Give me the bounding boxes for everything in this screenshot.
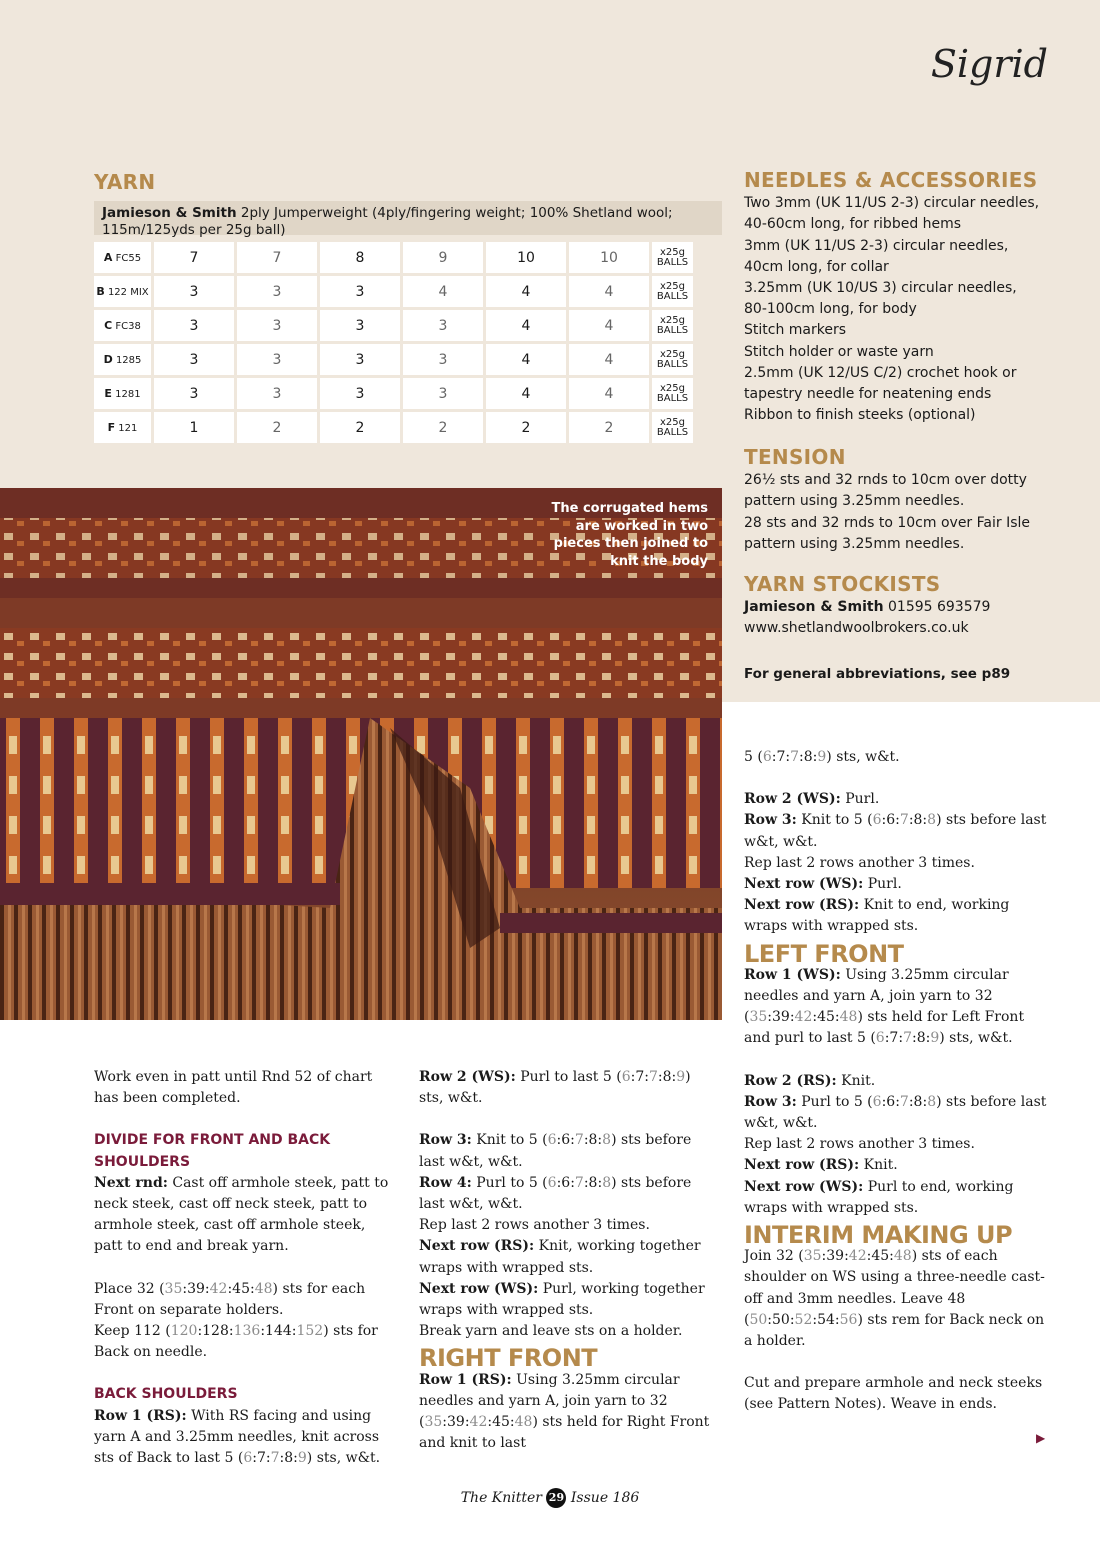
needle-line: 3.25mm (UK 10/US 3) circular needles, — [744, 280, 1017, 297]
c3-cut: Cut and prepare armhole and neck steeks (see Pattern Notes). Weave in ends. — [744, 1375, 1043, 1413]
yarn-unit: x25g BALLS — [652, 310, 693, 341]
yarn-qty: 1 — [154, 412, 234, 443]
c3-next-ws: Next row (WS): Purl. — [744, 876, 902, 893]
yarn-qty: 2 — [237, 412, 317, 443]
needle-line: tapestry needle for neatening ends — [744, 386, 992, 403]
yarn-qty: 4 — [486, 344, 566, 375]
yarn-table-block — [94, 201, 722, 485]
tension-list — [744, 470, 1030, 555]
c1-next-rnd-label: Next rnd: — [94, 1174, 168, 1191]
yarn-qty: 3 — [237, 378, 317, 409]
c1-keep: Keep 112 (120:128:136:144:152) sts for Back on needle. — [94, 1323, 378, 1361]
needle-line: 40cm long, for collar — [744, 258, 889, 275]
left-front-heading: LEFT FRONT — [744, 939, 904, 968]
magazine-name: The Knitter — [460, 1490, 542, 1506]
stockist-name: Jamieson & Smith — [744, 599, 884, 616]
yarn-qty: 3 — [403, 344, 483, 375]
c3-row3: Row 3: Knit to 5 (6:6:7:8:8) sts before last w&t, w&t. — [744, 812, 1047, 850]
c1-next-rnd-text: Cast off armhole steek, patt to neck steek, cast off neck steek, patt to armhole steek, cast off armhole steek, patt to end and break yarn. — [94, 1174, 389, 1255]
c2-break: Break yarn and leave sts on a holder. — [419, 1323, 683, 1340]
needle-line: Stitch holder or waste yarn — [744, 343, 934, 360]
yarn-unit: x25g BALLS — [652, 378, 693, 409]
page-footer — [0, 1488, 1100, 1508]
interim-heading: INTERIM MAKING UP — [744, 1221, 1013, 1250]
yarn-qty: 3 — [154, 378, 234, 409]
tension-heading: TENSION — [744, 445, 846, 469]
yarn-qty: 3 — [320, 276, 400, 307]
c2-row2: Row 2 (WS): Purl to last 5 (6:7:7:8:9) sts, w&t. — [419, 1069, 691, 1107]
yarn-unit: x25g BALLS — [652, 276, 693, 307]
needle-line: Two 3mm (UK 11/US 2-3) circular needles, — [744, 195, 1040, 212]
tension-section — [744, 447, 1030, 555]
c1-row1: Row 1 (RS): With RS facing and using yarn A and 3.25mm needles, knit across sts of Back to last 5 (6:7:7:8:9) sts, w&t. — [94, 1407, 381, 1467]
column-1 — [94, 1067, 394, 1469]
yarn-qty: 4 — [486, 378, 566, 409]
yarn-qty: 4 — [569, 276, 649, 307]
yarn-qty: 3 — [320, 310, 400, 341]
yarn-row — [94, 344, 693, 375]
yarn-qty: 4 — [403, 276, 483, 307]
yarn-qty: 7 — [154, 242, 234, 273]
right-front-heading: RIGHT FRONT — [419, 1344, 598, 1373]
c2-row3: Row 3: Knit to 5 (6:6:7:8:8) sts before last w&t, w&t. — [419, 1132, 692, 1170]
c3-lf-rep: Rep last 2 rows another 3 times. — [744, 1136, 975, 1153]
yarn-qty: 10 — [569, 242, 649, 273]
yarn-qty: 3 — [320, 344, 400, 375]
c2-rep: Rep last 2 rows another 3 times. — [419, 1217, 650, 1234]
c3-lf-row1: Row 1 (WS): Using 3.25mm circular needles and yarn A, join yarn to 32 (35:39:42:45:48) sts held for Left Front and purl to last 5 (6:7:7:8:9) sts, w&t. — [744, 966, 1025, 1047]
yarn-qty: 3 — [403, 310, 483, 341]
issue-number: Issue 186 — [570, 1490, 640, 1506]
photo-caption: The corrugated hems are worked in two pieces then joined to knit the body — [551, 501, 708, 569]
yarn-qty: 3 — [237, 276, 317, 307]
column-3 — [744, 747, 1054, 1416]
yarn-qty: 3 — [320, 378, 400, 409]
stockists-heading: YARN STOCKISTS — [744, 572, 941, 596]
needle-line: 40-60cm long, for ribbed hems — [744, 216, 962, 233]
needle-line: 80-100cm long, for body — [744, 301, 917, 318]
back-shoulders-heading: BACK SHOULDERS — [94, 1386, 238, 1403]
yarn-unit: x25g BALLS — [652, 412, 693, 443]
tension-line: 26½ sts and 32 rnds to 10cm over dotty — [744, 472, 1027, 489]
needle-line: Ribbon to finish steeks (optional) — [744, 407, 976, 424]
needle-line: 2.5mm (UK 12/US C/2) crochet hook or — [744, 364, 1017, 381]
c2-rf-row1: Row 1 (RS): Using 3.25mm circular needles and yarn A, join yarn to 32 (35:39:42:45:48) sts held for Right Front and knit to last — [419, 1371, 710, 1452]
c3-cont: 5 (6:7:7:8:9) sts, w&t. — [744, 749, 900, 765]
yarn-brand: Jamieson & Smith — [102, 205, 237, 221]
yarn-qty: 3 — [154, 276, 234, 307]
abbrev-note: For general abbreviations, see p89 — [744, 666, 1011, 682]
needles-heading: NEEDLES & ACCESSORIES — [744, 168, 1038, 192]
yarn-qty: 4 — [569, 344, 649, 375]
yarn-qty: 2 — [320, 412, 400, 443]
pattern-title: Sigrid — [930, 42, 1048, 86]
divide-heading: DIVIDE FOR FRONT AND BACK SHOULDERS — [94, 1132, 331, 1170]
yarn-qty: 2 — [569, 412, 649, 443]
c2-next-ws: Next row (WS): Purl, working together wraps with wrapped sts. — [419, 1280, 705, 1319]
c1-place: Place 32 (35:39:42:45:48) sts for each Front on separate holders. — [94, 1280, 366, 1318]
c1-intro: Work even in patt until Rnd 52 of chart has been completed. — [94, 1069, 373, 1107]
c3-lf-row3: Row 3: Purl to 5 (6:6:7:8:8) sts before last w&t, w&t. — [744, 1093, 1047, 1132]
yarn-heading: YARN — [94, 170, 156, 194]
stockists-section — [744, 574, 990, 640]
stockist-url[interactable]: www.shetlandwoolbrokers.co.uk — [744, 620, 969, 637]
yarn-row — [94, 276, 693, 307]
yarn-qty: 3 — [237, 310, 317, 341]
yarn-qty: 3 — [154, 310, 234, 341]
c3-rep: Rep last 2 rows another 3 times. — [744, 854, 975, 871]
yarn-unit: x25g BALLS — [652, 344, 693, 375]
yarn-shade: D 1285 — [94, 344, 151, 375]
needle-line: Stitch markers — [744, 322, 847, 339]
yarn-qty: 2 — [403, 412, 483, 443]
yarn-qty: 3 — [237, 344, 317, 375]
yarn-info — [94, 201, 722, 238]
yarn-shade: A FC55 — [94, 242, 151, 273]
yarn-qty: 9 — [403, 242, 483, 273]
c3-lf-next-ws: Next row (WS): Purl to end, working wraps with wrapped sts. — [744, 1178, 1014, 1216]
yarn-shade: E 1281 — [94, 378, 151, 409]
yarn-unit: x25g BALLS — [652, 242, 693, 273]
yarn-row — [94, 412, 693, 443]
c3-row2: Row 2 (WS): Purl. — [744, 791, 880, 808]
page-number: 29 — [546, 1488, 566, 1508]
yarn-qty: 4 — [569, 378, 649, 409]
yarn-table — [91, 239, 696, 446]
needles-list — [744, 193, 1039, 426]
needle-line: 3mm (UK 11/US 2-3) circular needles, — [744, 237, 1009, 254]
continue-arrow-icon: ▶ — [1036, 1431, 1046, 1445]
needles-section — [744, 170, 1039, 426]
yarn-qty: 4 — [486, 276, 566, 307]
yarn-qty: 3 — [154, 344, 234, 375]
tension-line: pattern using 3.25mm needles. — [744, 493, 965, 510]
yarn-qty: 3 — [403, 378, 483, 409]
c3-next-rs: Next row (RS): Knit to end, working wraps with wrapped sts. — [744, 897, 1010, 935]
c3-join: Join 32 (35:39:42:45:48) sts of each shoulder on WS using a three-needle cast-off and 3mm needles. Leave 48 (50:50:52:54:56) sts rem for Back neck on a holder. — [744, 1248, 1045, 1350]
column-2 — [419, 1067, 719, 1454]
yarn-qty: 8 — [320, 242, 400, 273]
yarn-qty: 2 — [486, 412, 566, 443]
yarn-desc: 2ply Jumperweight (4ply/fingering weight; 100% Shetland wool; 115m/125yds per 25g ball) — [102, 205, 673, 238]
yarn-shade: C FC38 — [94, 310, 151, 341]
tension-line: 28 sts and 32 rnds to 10cm over Fair Isle — [744, 514, 1031, 531]
yarn-row — [94, 378, 693, 409]
c2-row4: Row 4: Purl to 5 (6:6:7:8:8) sts before last w&t, w&t. — [419, 1174, 692, 1213]
yarn-qty: 4 — [569, 310, 649, 341]
c3-lf-next-rs: Next row (RS): Knit. — [744, 1157, 898, 1174]
c2-next-rs: Next row (RS): Knit, working together wraps with wrapped sts. — [419, 1238, 701, 1276]
knitwear-photo — [0, 488, 722, 1020]
yarn-shade: F 121 — [94, 412, 151, 443]
yarn-qty: 4 — [486, 310, 566, 341]
tension-line: pattern using 3.25mm needles. — [744, 535, 965, 552]
c1-next-rnd — [94, 1173, 394, 1258]
yarn-shade: B 122 MIX — [94, 276, 151, 307]
yarn-row — [94, 242, 693, 273]
yarn-row — [94, 310, 693, 341]
stockist-phone: 01595 693579 — [888, 599, 991, 616]
yarn-qty: 7 — [237, 242, 317, 273]
c3-lf-row2: Row 2 (RS): Knit. — [744, 1072, 876, 1089]
yarn-qty: 10 — [486, 242, 566, 273]
